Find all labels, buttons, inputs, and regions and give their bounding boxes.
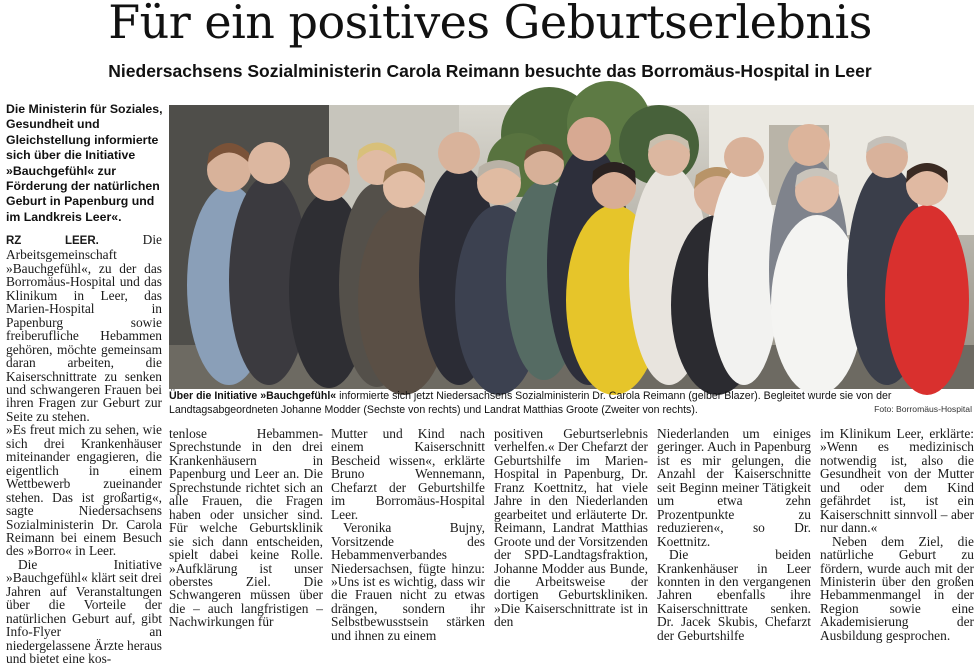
column-5-paragraph-1: Niederlanden um einiges geringer. Auch in Papenburg ist es mir gelungen, die Anzahl der Kaiserschnitte seit Beginn meiner Tätigkeit um etwa zehn Prozentpunkte zu reduzieren«, so Dr. Koettnitz. <box>657 426 811 549</box>
column-1-paragraph-3: Die Initiative »Bauchgefühl« klärt seit drei Jahren auf Veranstaltungen über die Vorteile der natürlichen Geburt auf, gibt Info-Flyer an niedergelassene Ärzte heraus und bietet eine kos- <box>6 556 162 666</box>
article-column-2 <box>169 426 323 630</box>
photo-credit: Foto: Borromäus-Hospital <box>874 404 972 414</box>
article-column-5 <box>657 426 811 643</box>
column-1-paragraph-2: »Es freut mich zu sehen, wie sich drei Krankenhäuser miteinander engagieren, die eigentlich in einem Wettbewerb zueinander stehen. Das ist großartig«, sagte Niedersachsens Sozialministerin Dr. Carola Reimann bei einem Besuch des »Borro« in Leer. <box>6 422 162 559</box>
column-4-paragraph: positiven Geburtserlebnis verhelfen.« Der Chefarzt der Geburtshilfe im Marien-Hospital in Papenburg, Dr. Franz Koettnitz, hat viele Jahre in den Niederlanden gearbeitet und erläuterte Dr. Reimann, Landrat Matthias Groote und der Vorsitzenden der SPD-Landtagsfraktion, Johanne Modder aus Bunde, die Arbeitsweise der dortigen Geburtskliniken. »Die Kaiserschnittrate ist in den <box>494 426 648 630</box>
column-3-paragraph-2: Veronika Bujny, Vorsitzende des Hebammenverbandes Niedersachsen, fügte hinzu: »Uns ist es wichtig, dass wir die Frauen nicht zu etwas drängen, sondern ihr Selbstbewusstsein stärken und ihnen zu einem <box>331 520 485 643</box>
article-intro: Die Ministerin für Soziales, Gesundheit und Gleichstellung informierte sich über die Initiative »Bauchgefühl« zur Förderung der natürlichen Geburt in Papenburg und im Landkreis Leer«. <box>6 102 163 224</box>
caption-text: informierte sich jetzt Niedersachsens Sozialministerin Dr. Carola Reimann (gelber Blazer). Begleitet wurde sie von der Landtagsabgeordneten Johanne Modder (Sechste von rechts) und Landrat Matthias Groote (Zweiter von rechts). <box>169 390 892 416</box>
column-6-paragraph-1: im Klinikum Leer, erklärte: »Wenn es medizinisch notwendig ist, also die Gesundheit von der Mutter und oder dem Kind gefährdet ist, ist ein Kaiserschnitt sinnvoll – aber nur dann.« <box>820 426 974 536</box>
caption-lead: Über die Initiative »Bauchgefühl« <box>169 390 337 402</box>
column-2-paragraph: tenlose Hebammen-Sprechstunde in den drei Krankenhäusern in Papenburg und Leer an. Die Sprechstunde richtet sich an alle Frauen, die Fragen haben oder unsicher sind. Für welche Geburtsklinik sie sich dann entscheiden, spielt dabei keine Rolle. »Aufklärung ist unser oberstes Ziel. Die Schwangeren müssen über die – auch langfristigen – Nachwirkungen für <box>169 426 323 630</box>
column-3-paragraph-1: Mutter und Kind nach einem Kaiserschnitt Bescheid wissen«, erklärte Bruno Wennemann, Chefarzt der Geburtshilfe im Borromäus-Hospital Leer. <box>331 426 485 522</box>
article-headline: Für ein positives Geburtserlebnis <box>108 0 872 49</box>
column-1-paragraph-1: Die Arbeitsgemeinschaft »Bauchgefühl«, zu der das Borromäus-Hospital und das Klinikum in Leer, das Marien-Hospital in Papenburg sowie freiberufliche Hebammen gehören, möchte gemeinsam daran arbeiten, die Kaiserschnittrate zu senken und schwangeren Frauen bei ihren Fragen zur Geburt zur Seite zu stehen. <box>6 232 162 424</box>
article-column-6 <box>820 426 974 643</box>
column-6-paragraph-2: Neben dem Ziel, die natürliche Geburt zu fördern, wurde auch mit der Ministerin über den großen Hebammenmangel in der Region sowie eine Akademisierung der Ausbildung gesprochen. <box>820 533 974 643</box>
group-photo <box>169 105 974 389</box>
column-5-paragraph-2: Die beiden Krankenhäuser in Leer konnten in den vergangenen Jahren ebenfalls ihre Kaiserschnittrate senken. Dr. Jacek Skubis, Chefarzt der Geburtshilfe <box>657 547 811 643</box>
article-column-3 <box>331 426 485 643</box>
article-column-1 <box>6 232 162 666</box>
dateline: RZ LEER. <box>6 235 99 247</box>
article-column-4 <box>494 426 648 630</box>
photo-caption <box>169 390 974 417</box>
article-subheadline: Niedersachsens Sozialministerin Carola Reimann besuchte das Borromäus-Hospital in Leer <box>108 61 872 81</box>
